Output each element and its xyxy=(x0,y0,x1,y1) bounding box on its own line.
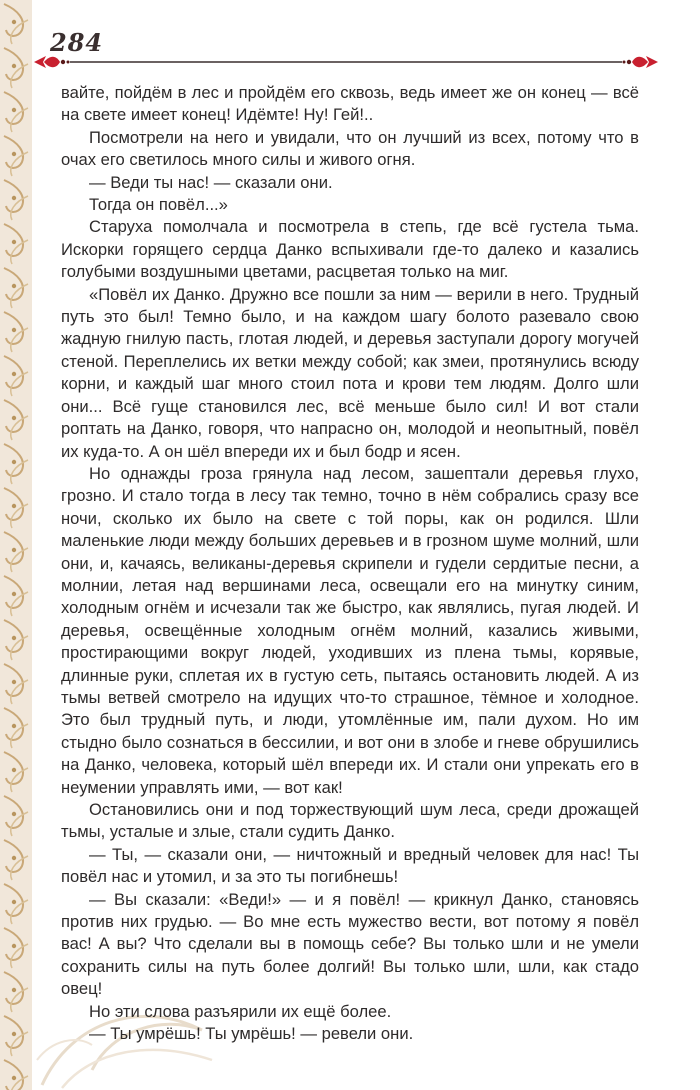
paragraph: — Вы сказали: «Веди!» — и я повёл! — крикнул Данко, становясь против них грудью. — Во мне есть мужество вести, вот потому я повёл вас! А вы? Что сделали вы в помощь себе? Вы только шли и не умели сохранить силы на путь более долгий! Вы только шли, шли, как стадо овец! xyxy=(61,889,639,999)
border-motif-icon xyxy=(4,48,28,88)
paragraph: — Ты, — сказали они, — ничтожный и вредный человек для нас! Ты повёл нас и утомил, и за это ты погибнешь! xyxy=(61,844,639,887)
page-number: 284 xyxy=(50,28,104,57)
border-motif-icon xyxy=(4,884,28,924)
border-motif-icon xyxy=(4,224,28,264)
border-motif-icon xyxy=(4,532,28,572)
border-motif-icon xyxy=(4,972,28,1012)
paragraph: вайте, пойдём в лес и пройдём его сквозь, ведь имеет же он конец — всё на свете имеет конец! Идёмте! Ну! Гей!.. xyxy=(61,83,639,125)
paragraph: Тогда он повёл...» xyxy=(89,195,228,215)
header-rule xyxy=(32,52,662,72)
border-motif-icon xyxy=(4,664,28,704)
border-motif-icon xyxy=(4,92,28,132)
decorative-border xyxy=(0,0,32,1090)
border-motif-icon xyxy=(4,752,28,792)
border-motif-icon xyxy=(4,268,28,308)
border-motif-icon xyxy=(4,400,28,440)
border-ornament xyxy=(0,0,32,1090)
border-motif-icon xyxy=(4,312,28,352)
border-motif-icon xyxy=(4,620,28,660)
paragraph: Старуха помолчала и посмотрела в степь, где всё густела тьма. Искорки горящего сердца Данко вспыхивали где-то далеко и казались голубыми воздушными цветами, расцветая только на миг. xyxy=(61,217,639,282)
border-motif-icon xyxy=(4,708,28,748)
border-motif-icon xyxy=(4,576,28,616)
border-motif-icon xyxy=(4,1060,28,1090)
border-motif-icon xyxy=(4,180,28,220)
paragraph: «Повёл их Данко. Дружно все пошли за ним — верили в него. Трудный путь это был! Темно было, и на каждом шагу болото разевало свою жадную гнилую пасть, глотая людей, и деревья заступали дорогу могучей стеной. Переплелись их ветки между собой; как змеи, протянулись всюду корни, и каждый шаг много стоил пота и крови тем людям. Долго шли они... Всё гуще становился лес, всё меньше было сил! И вот стали роптать на Данко, говоря, что напрасно он, молодой и неопытный, повёл их куда-то. А он шёл впереди их и был бодр и ясен. xyxy=(61,284,639,461)
border-motif-icon xyxy=(4,356,28,396)
border-motif-icon xyxy=(4,136,28,176)
paragraph: — Ты умрёшь! Ты умрёшь! — ревели они. xyxy=(89,1024,414,1044)
left-fleuron-icon xyxy=(34,56,70,68)
border-motif-icon xyxy=(4,488,28,528)
paragraph: Но эти слова разъярили их ещё более. xyxy=(89,1001,392,1021)
paragraph: Посмотрели на него и увидали, что он лучший из всех, потому что в очах его светилось много силы и живого огня. xyxy=(61,127,639,170)
page-header xyxy=(32,18,700,78)
border-motif-icon xyxy=(4,796,28,836)
body-text xyxy=(61,82,639,1045)
paragraph: — Веди ты нас! — сказали они. xyxy=(89,172,333,192)
paragraph: Остановились они и под торжествующий шум леса, среди дрожащей тьмы, усталые и злые, стали судить Данко. xyxy=(61,800,639,842)
border-motif-icon xyxy=(4,4,28,44)
paragraph: Но однажды гроза грянула над лесом, зашептали деревья глухо, грозно. И стало тогда в лесу так темно, точно в нём собрались сразу все ночи, сколько их было на свете с той поры, как он родился. Шли маленькие люди между больших деревьев и в грозном шуме молний, шли они, и, качаясь, великаны-деревья скрипели и гудели сердитые песни, а молнии, летая над вершинами леса, освещали его на минутку синим, холодным огнём и исчезали так же быстро, как являлись, пугая людей. И деревья, освещённые холодным огнём молний, казались живыми, простирающими вокруг людей, уходивших из плена тьмы, корявые, длинные руки, сплетая их в густую сеть, пытаясь остановить людей. А из тьмы ветвей смотрело на идущих что-то страшное, тёмное и холодное. Это был трудный путь, и люди, утомлённые им, пали духом. Но им стыдно было сознаться в бессилии, и вот они в злобе и гневе обрушились на Данко, человека, который шёл впереди их. И стали они упрекать его в неумении управлять ими, — вот как! xyxy=(61,463,639,797)
border-motif-icon xyxy=(4,1016,28,1056)
border-motif-icon xyxy=(4,840,28,880)
right-fleuron-icon xyxy=(623,56,659,68)
border-motif-icon xyxy=(4,444,28,484)
border-motif-icon xyxy=(4,928,28,968)
